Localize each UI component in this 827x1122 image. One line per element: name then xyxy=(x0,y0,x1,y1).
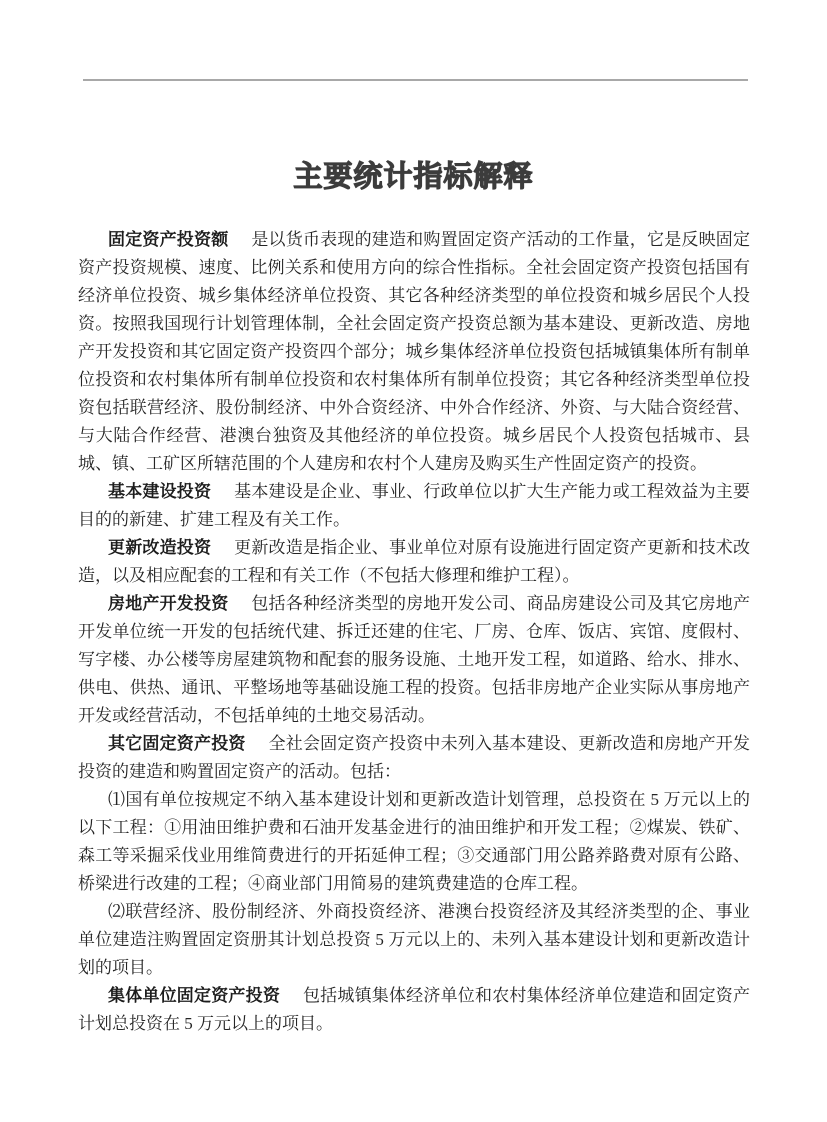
term-definition: 更新改造是指企业、事业单位对原有设施进行固定资产更新和技术改造，以及相应配套的工程和有关工作（不包括大修理和维护工程）。 xyxy=(78,538,751,585)
term-definition: 全社会固定资产投资中未列入基本建设、更新改造和房地产开发投资的建造和购置固定资产的活动。包括： xyxy=(78,734,751,781)
definition-paragraph xyxy=(78,226,750,478)
numbered-item-paragraph xyxy=(78,898,750,982)
item-text: ⑵联营经济、股份制经济、外商投资经济、港澳台投资经济及其经济类型的企、事业单位建造注购置固定资册其计划总投资 5 万元以上的、未列入基本建设计划和更新改造计划的项目。 xyxy=(78,902,750,977)
term-label: 固定资产投资额 xyxy=(108,230,229,249)
term-label: 基本建设投资 xyxy=(108,482,212,501)
definition-paragraph xyxy=(78,730,750,786)
term-label: 其它固定资产投资 xyxy=(108,734,246,753)
definition-paragraph xyxy=(78,590,750,730)
item-text: ⑴国有单位按规定不纳入基本建设计划和更新改造计划管理，总投资在 5 万元以上的以下工程：①用油田维护费和石油开发基金进行的油田维护和开发工程；②煤炭、铁矿、森工等采掘采伐业用维简费进行的开拓延伸工程；③交通部门用公路养路费对原有公路、桥梁进行改建的工程；④商业部门用简易的建筑费建造的仓库工程。 xyxy=(78,790,750,893)
term-label: 更新改造投资 xyxy=(108,538,212,557)
numbered-item-paragraph xyxy=(78,786,750,898)
definition-paragraph xyxy=(78,478,750,534)
term-definition: 包括各种经济类型的房地开发公司、商品房建设公司及其它房地产开发单位统一开发的包括统代建、拆迁还建的住宅、厂房、仓库、饭店、宾馆、度假村、写字楼、办公楼等房屋建筑物和配套的服务设施、土地开发工程，如道路、给水、排水、供电、供热、通讯、平整场地等基础设施工程的投资。包括非房地产企业实际从事房地产开发或经营活动，不包括单纯的土地交易活动。 xyxy=(78,594,751,725)
term-definition: 包括城镇集体经济单位和农村集体经济单位建造和固定资产计划总投资在 5 万元以上的项目。 xyxy=(78,986,751,1033)
term-label: 房地产开发投资 xyxy=(108,594,229,613)
header-divider xyxy=(83,79,748,81)
definition-paragraph xyxy=(78,534,750,590)
term-definition: 基本建设是企业、事业、行政单位以扩大生产能力或工程效益为主要目的的新建、扩建工程及有关工作。 xyxy=(78,482,751,529)
page-title: 主要统计指标解释 xyxy=(293,161,534,193)
term-definition: 是以货币表现的建造和购置固定资产活动的工作量，它是反映固定资产投资规模、速度、比例关系和使用方向的综合性指标。全社会固定资产投资包括国有经济单位投资、城乡集体经济单位投资、其它各种经济类型的单位投资和城乡居民个人投资。按照我国现行计划管理体制，全社会固定资产投资总额为基本建设、更新改造、房地产开发投资和其它固定资产投资四个部分；城乡集体经济单位投资包括城镇集体所有制单位投资和农村集体所有制单位投资和农村集体所有制单位投资；其它各种经济类型单位投资包括联营经济、股份制经济、中外合资经济、中外合作经济、外资、与大陆合资经营、与大陆合作经营、港澳台独资及其他经济的单位投资。城乡居民个人投资包括城市、县城、镇、工矿区所辖范围的个人建房和农村个人建房及购买生产性固定资产的投资。 xyxy=(78,230,751,473)
definition-paragraph xyxy=(78,982,750,1038)
term-label: 集体单位固定资产投资 xyxy=(108,986,281,1005)
document-body xyxy=(78,226,750,1038)
